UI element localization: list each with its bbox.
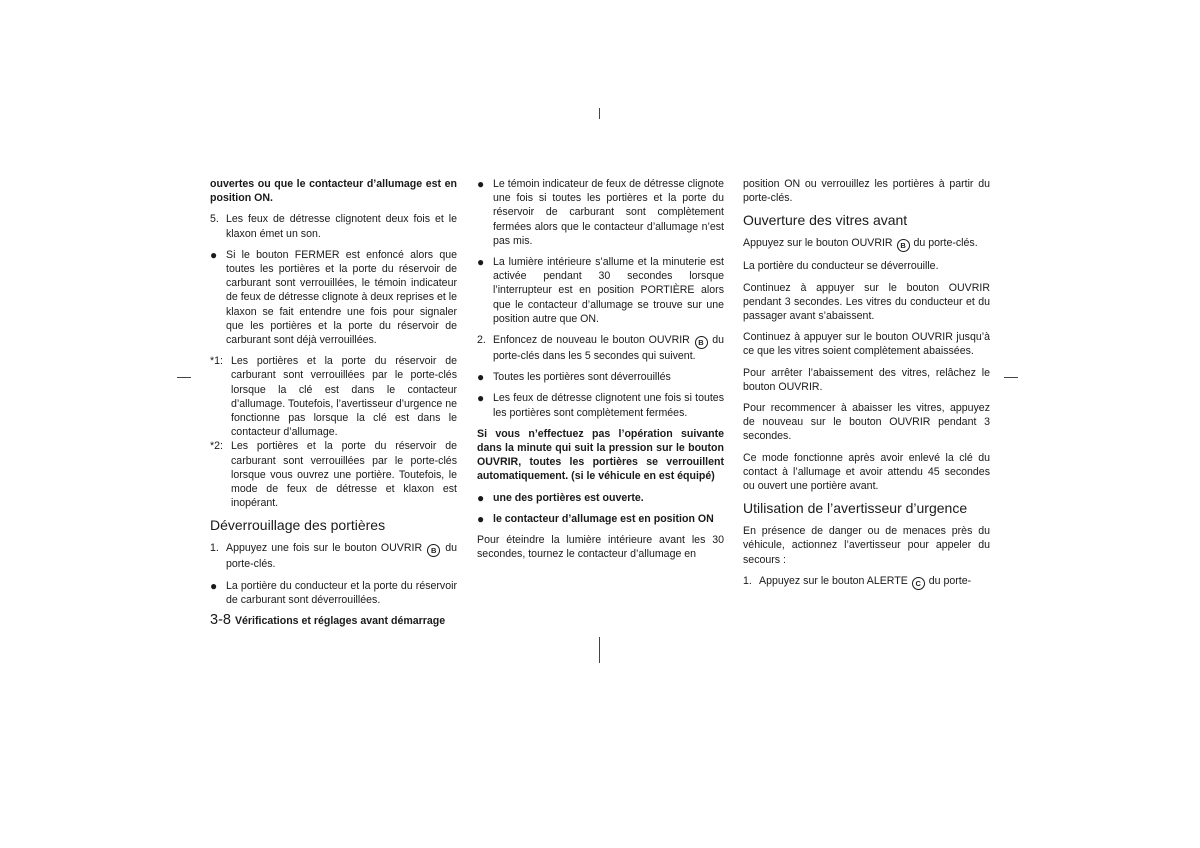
- step-number: 1.: [210, 542, 219, 555]
- button-b-icon: B: [427, 544, 440, 557]
- step-text-start: Enfoncez de nouveau le bouton OUVRIR: [493, 334, 690, 347]
- bullet-icon: ●: [210, 247, 218, 262]
- bullet-icon: ●: [477, 255, 485, 270]
- bullet-text: Toutes les portières sont déverrouillés: [493, 371, 671, 384]
- footnote-text: Les portières et la porte du réservoir de carburant sont verrouillées par le porte-clés lorsque la clé est dans le contacteur d’allumage. Toutefois, l’avertisseur d’urgence ne fonctionne pas lorsque la clé est dans le contacteur d’allumage.: [231, 355, 457, 439]
- step-text-end: du porte-clés dans les 5 secondes qui suivent.: [493, 334, 724, 363]
- intro-paragraph: ouvertes ou que le contacteur d’allumage est en position ON.: [210, 178, 457, 205]
- bullet-item: [477, 370, 724, 384]
- bullet-item: [477, 255, 724, 326]
- paragraph-end: du porte-clés.: [913, 237, 978, 250]
- paragraph: [743, 236, 990, 252]
- paragraph: En présence de danger ou de menaces près du véhicule, actionnez l’avertisseur pour appeler du secours :: [743, 525, 990, 566]
- button-b-icon: B: [897, 239, 910, 252]
- continued-paragraph: position ON ou verrouillez les portières à partir du porte-clés.: [743, 178, 990, 205]
- column-left: [210, 177, 457, 614]
- bullet-icon: ●: [477, 370, 485, 385]
- step-text-end: du porte-clés.: [226, 542, 457, 571]
- crop-mark-right: [1004, 377, 1018, 378]
- paragraph: Continuez à appuyer sur le bouton OUVRIR pendant 3 secondes. Les vitres du conducteur et du passager avant s’abaissent.: [743, 281, 990, 323]
- step-text: Les feux de détresse clignotent deux fois et le klaxon émet un son.: [226, 213, 457, 240]
- crop-mark-top: [599, 108, 600, 119]
- page-number: 3-8: [210, 612, 231, 628]
- footnote-2: [210, 439, 457, 510]
- footnote-marker: *2:: [210, 440, 223, 453]
- step-text-start: Appuyez une fois sur le bouton OUVRIR: [226, 542, 423, 555]
- step-text: [226, 541, 457, 571]
- auto-lock-warning: Si vous n’effectuez pas l’opération suivante dans la minute qui suit la pression sur le bouton OUVRIR, toutes les portières se verrouillent automatiquement. (si le véhicule en est équipé): [477, 427, 724, 483]
- paragraph: Continuez à appuyer sur le bouton OUVRIR jusqu’à ce que les vitres soient complètement abaissées.: [743, 331, 990, 358]
- bullet-icon: ●: [477, 511, 485, 526]
- column-right: [743, 177, 990, 597]
- bullet-item: [210, 579, 457, 607]
- step-text: [493, 333, 724, 363]
- crop-mark-left: [177, 377, 191, 378]
- step-1: [743, 574, 990, 590]
- bullet-text: le contacteur d’allumage est en position ON: [493, 512, 714, 525]
- bullet-text: une des portières est ouverte.: [493, 491, 644, 504]
- bullet-item: [477, 512, 724, 526]
- bullet-text: La portière du conducteur et la porte du réservoir de carburant sont déverrouillées.: [226, 579, 457, 606]
- paragraph: Pour arrêter l’abaissement des vitres, relâchez le bouton OUVRIR.: [743, 366, 990, 393]
- step-2: [477, 333, 724, 363]
- chapter-title: Vérifications et réglages avant démarrage: [234, 615, 446, 627]
- step-text: [759, 574, 990, 590]
- crop-mark-bottom: [599, 637, 600, 663]
- bullet-item: [210, 248, 457, 347]
- section-heading-unlocking: Déverrouillage des portières: [210, 517, 386, 534]
- footnote-1: [210, 354, 457, 439]
- bullet-item: [477, 491, 724, 505]
- button-b-icon: B: [695, 336, 708, 349]
- section-heading-alarm: Utilisation de l’avertisseur d’urgence: [743, 500, 968, 517]
- bullet-text: Le témoin indicateur de feux de détresse clignote une fois si toutes les portières et la porte du réservoir de carburant sont complètement fermées alors que le contacteur d’allumage n’est pas mis.: [493, 178, 724, 247]
- bullet-icon: ●: [210, 578, 218, 593]
- page-footer: [210, 611, 445, 629]
- interior-light-paragraph: Pour éteindre la lumière intérieure avant les 30 secondes, tournez le contacteur d’allumage en: [477, 534, 724, 561]
- paragraph-start: Appuyez sur le bouton OUVRIR: [743, 237, 893, 250]
- step-5: [210, 212, 457, 240]
- footnote-marker: *1:: [210, 355, 223, 368]
- bullet-text: Les feux de détresse clignotent une fois si toutes les portières sont complètement fermées.: [493, 392, 724, 419]
- bullet-icon: ●: [477, 391, 485, 406]
- step-1: [210, 541, 457, 571]
- step-number: 1.: [743, 574, 752, 587]
- bullet-item: [477, 391, 724, 419]
- section-heading-windows: Ouverture des vitres avant: [743, 212, 908, 229]
- column-middle: [477, 177, 724, 568]
- button-c-icon: C: [912, 577, 925, 590]
- paragraph: La portière du conducteur se déverrouille.: [743, 260, 939, 273]
- step-text-start: Appuyez sur le bouton ALERTE: [759, 574, 908, 587]
- bullet-text: La lumière intérieure s’allume et la minuterie est activée pendant 30 secondes lorsque l’interrupteur est en position PORTIÈRE alors que le contacteur d’allumage se trouve sur une position autre que ON.: [493, 256, 724, 325]
- paragraph: Ce mode fonctionne après avoir enlevé la clé du contact à l’allumage et avoir attendu 45 secondes ou ouvert une portière avant.: [743, 451, 990, 493]
- step-number: 5.: [210, 213, 219, 226]
- paragraph: Pour recommencer à abaisser les vitres, appuyez de nouveau sur le bouton OUVRIR pendant 3 secondes.: [743, 402, 990, 443]
- step-text-end: du porte-: [928, 574, 972, 587]
- bullet-item: [477, 177, 724, 248]
- step-number: 2.: [477, 334, 486, 347]
- footnote-text: Les portières et la porte du réservoir de carburant sont verrouillées par le porte-clés lorsque vous ouvrez une portière. Toutefois, le mode de feux de détresse et klaxon est inopérant.: [231, 440, 457, 510]
- bullet-icon: ●: [477, 490, 485, 505]
- bullet-text: Si le bouton FERMER est enfoncé alors que toutes les portières et la porte du réservoir de carburant sont verrouillées, le témoin indicateur de feux de détresse clignote à deux reprises et le klaxon se fait entendre une fois pour signaler que les portières et la porte du réservoir de carburant sont déjà verrouillées.: [226, 248, 457, 347]
- bullet-icon: ●: [477, 177, 485, 191]
